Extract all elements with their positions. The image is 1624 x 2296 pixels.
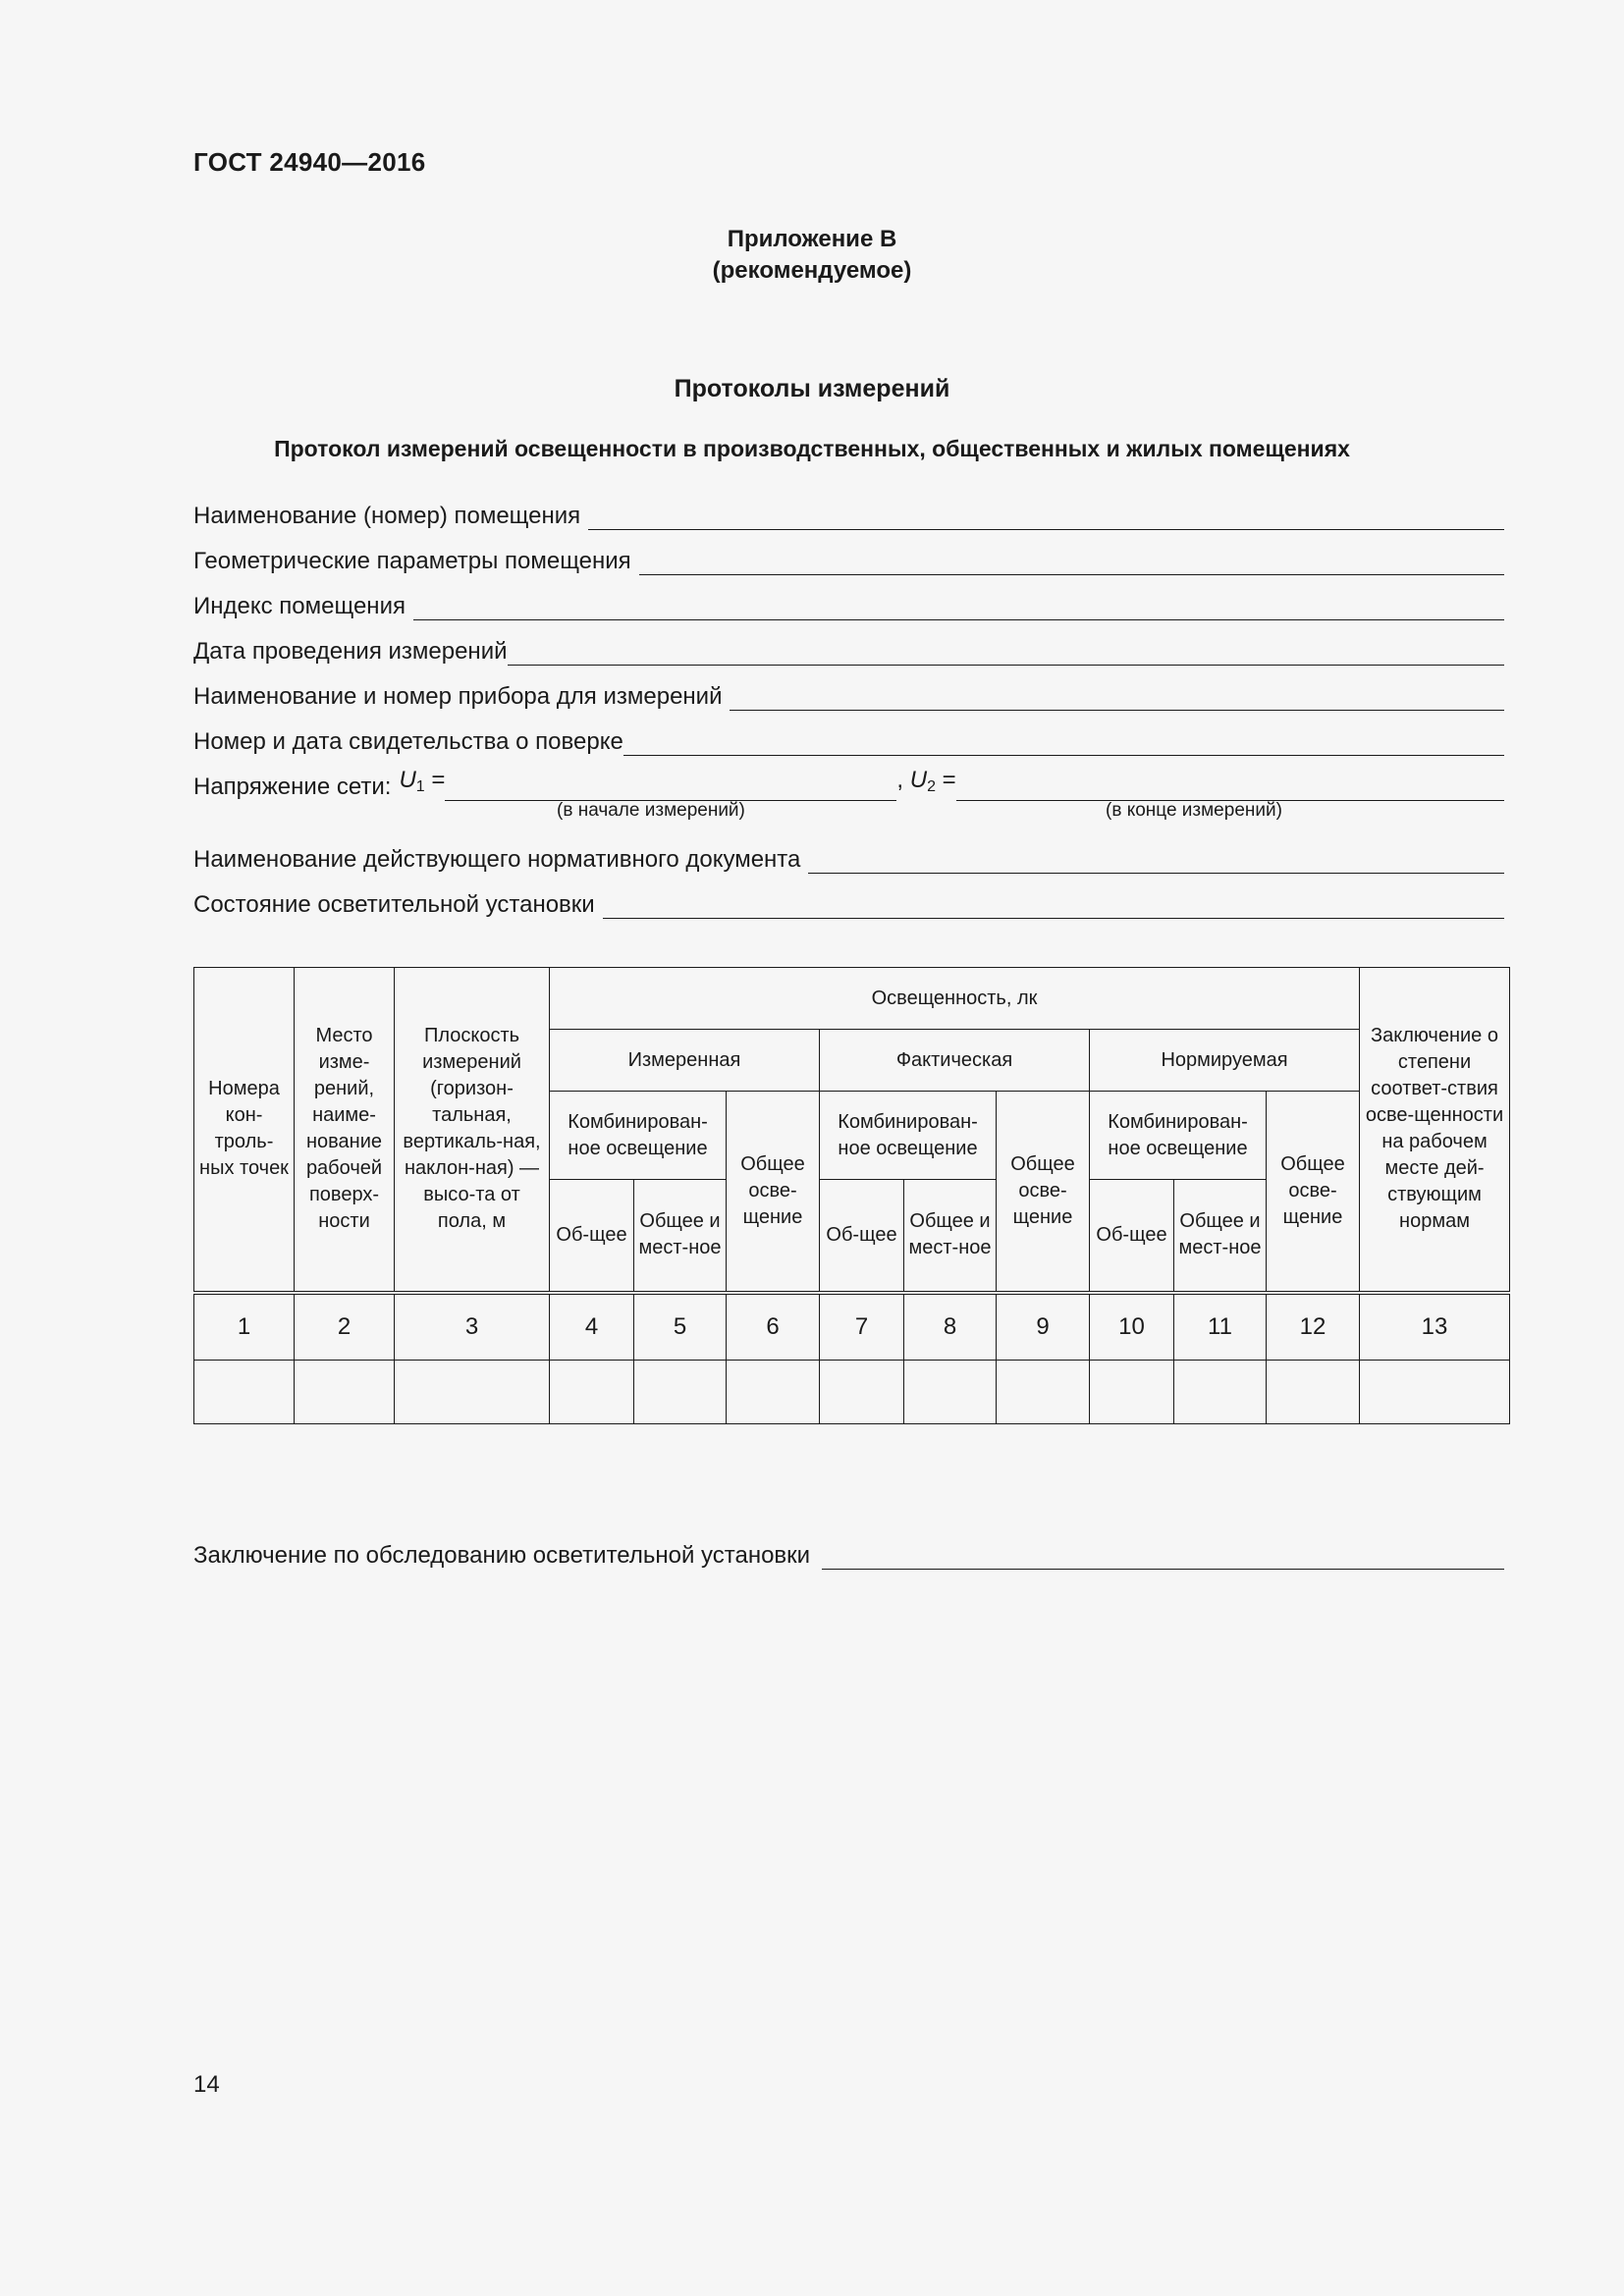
field-label: Геометрические параметры помещения xyxy=(193,548,631,574)
header-general-lighting: Общее осве-щение xyxy=(727,1092,820,1293)
header-conclusion: Заключение о степени соответ-ствия осве-щенности на рабочем месте дей-ствующим нормам xyxy=(1360,968,1510,1293)
field-label: Дата проведения измерений xyxy=(193,638,508,665)
field-label: Наименование и номер прибора для измерений xyxy=(193,683,723,710)
table-cell[interactable] xyxy=(1360,1360,1510,1423)
form-field-conclusion xyxy=(193,1536,1504,1570)
field-label: Заключение по обследованию осветительной установки xyxy=(193,1542,811,1569)
fill-line[interactable] xyxy=(623,729,1504,756)
column-number: 6 xyxy=(727,1293,820,1361)
fill-line[interactable] xyxy=(508,639,1505,666)
standard-code: ГОСТ 24940—2016 xyxy=(193,147,426,177)
hint-start: (в начале измерений) xyxy=(557,800,745,821)
table-cell[interactable] xyxy=(550,1360,634,1423)
header-actual: Фактическая xyxy=(820,1030,1090,1092)
header-combined-lighting: Комбинирован-ное освещение xyxy=(820,1092,997,1180)
table-cell[interactable] xyxy=(194,1360,295,1423)
form-field-room-index xyxy=(193,587,1504,620)
column-number: 10 xyxy=(1090,1293,1174,1361)
fill-line[interactable] xyxy=(730,684,1504,711)
header-normative: Нормируемая xyxy=(1090,1030,1360,1092)
form-field-room-name xyxy=(193,497,1504,530)
annex-status: (рекомендуемое) xyxy=(712,257,912,284)
field-label: Наименование действующего нормативного документа xyxy=(193,846,801,873)
hint-end: (в конце измерений) xyxy=(1106,800,1282,821)
table-cell[interactable] xyxy=(1267,1360,1360,1423)
column-number: 7 xyxy=(820,1293,904,1361)
table-cell[interactable] xyxy=(1090,1360,1174,1423)
header-general-local: Общее и мест-ное xyxy=(904,1180,997,1293)
form-field-installation-state xyxy=(193,885,1504,919)
header-general: Об-щее xyxy=(820,1180,904,1293)
fill-line[interactable] xyxy=(413,594,1504,620)
column-number: 11 xyxy=(1174,1293,1267,1361)
header-measurement-plane: Плоскость измерений (горизон-тальная, вертикаль-ная, наклон-ная) — высо-та от пола, м xyxy=(395,968,550,1293)
header-combined-lighting: Комбинирован-ное освещение xyxy=(1090,1092,1267,1180)
column-number: 3 xyxy=(395,1293,550,1361)
fill-line[interactable] xyxy=(603,892,1504,919)
form-field-certificate xyxy=(193,722,1504,756)
table-cell[interactable] xyxy=(904,1360,997,1423)
section-title: Протоколы измерений xyxy=(674,375,950,402)
table-cell[interactable] xyxy=(1174,1360,1267,1423)
column-number: 4 xyxy=(550,1293,634,1361)
header-combined-lighting: Комбинирован-ное освещение xyxy=(550,1092,727,1180)
column-number-row xyxy=(194,1293,1510,1361)
column-number: 12 xyxy=(1267,1293,1360,1361)
column-number: 5 xyxy=(634,1293,727,1361)
column-number: 1 xyxy=(194,1293,295,1361)
header-illuminance: Освещенность, лк xyxy=(550,968,1360,1030)
table-cell[interactable] xyxy=(634,1360,727,1423)
table-cell[interactable] xyxy=(820,1360,904,1423)
u1-fill-line[interactable] xyxy=(445,774,896,801)
header-general-lighting: Общее осве-щение xyxy=(997,1092,1090,1293)
measurement-table xyxy=(193,967,1510,1424)
header-control-points: Номера кон-троль-ных точек xyxy=(194,968,295,1293)
protocol-title: Протокол измерений освещенности в производственных, общественных и жилых помещениях xyxy=(274,436,1350,461)
header-general: Об-щее xyxy=(1090,1180,1174,1293)
column-number: 13 xyxy=(1360,1293,1510,1361)
fill-line[interactable] xyxy=(639,549,1504,575)
header-general: Об-щее xyxy=(550,1180,634,1293)
voltage-label: Напряжение сети: xyxy=(193,774,392,800)
u1-symbol: $U_1$ = xyxy=(399,767,446,795)
field-label: Индекс помещения xyxy=(193,593,406,619)
table-row xyxy=(194,1360,1510,1423)
header-general-local: Общее и мест-ное xyxy=(634,1180,727,1293)
column-number: 2 xyxy=(295,1293,395,1361)
fill-line[interactable] xyxy=(588,504,1504,530)
header-general-lighting: Общее осве-щение xyxy=(1267,1092,1360,1293)
fill-line[interactable] xyxy=(808,847,1504,874)
voltage-field xyxy=(193,768,1504,801)
column-number: 9 xyxy=(997,1293,1090,1361)
field-label: Состояние осветительной установки xyxy=(193,891,595,918)
field-label: Наименование (номер) помещения xyxy=(193,503,581,529)
header-general-local: Общее и мест-ное xyxy=(1174,1180,1267,1293)
page-number: 14 xyxy=(193,2071,220,2098)
table-cell[interactable] xyxy=(395,1360,550,1423)
table-cell[interactable] xyxy=(295,1360,395,1423)
header-measurement-place: Место изме-рений, наиме-нование рабочей поверх-ности xyxy=(295,968,395,1293)
table-cell[interactable] xyxy=(997,1360,1090,1423)
annex-heading xyxy=(0,224,1624,287)
form-field-instrument xyxy=(193,677,1504,711)
annex-title: Приложение В xyxy=(727,226,897,252)
header-measured: Измеренная xyxy=(550,1030,820,1092)
fill-line[interactable] xyxy=(822,1543,1504,1570)
u2-fill-line[interactable] xyxy=(956,774,1504,801)
column-number: 8 xyxy=(904,1293,997,1361)
field-label: Номер и дата свидетельства о поверке xyxy=(193,728,623,755)
form-field-normative-doc xyxy=(193,840,1504,874)
form-field-geometry xyxy=(193,542,1504,575)
table-cell[interactable] xyxy=(727,1360,820,1423)
form-field-date xyxy=(193,632,1504,666)
u2-symbol: , $U_2$ = xyxy=(896,767,956,795)
